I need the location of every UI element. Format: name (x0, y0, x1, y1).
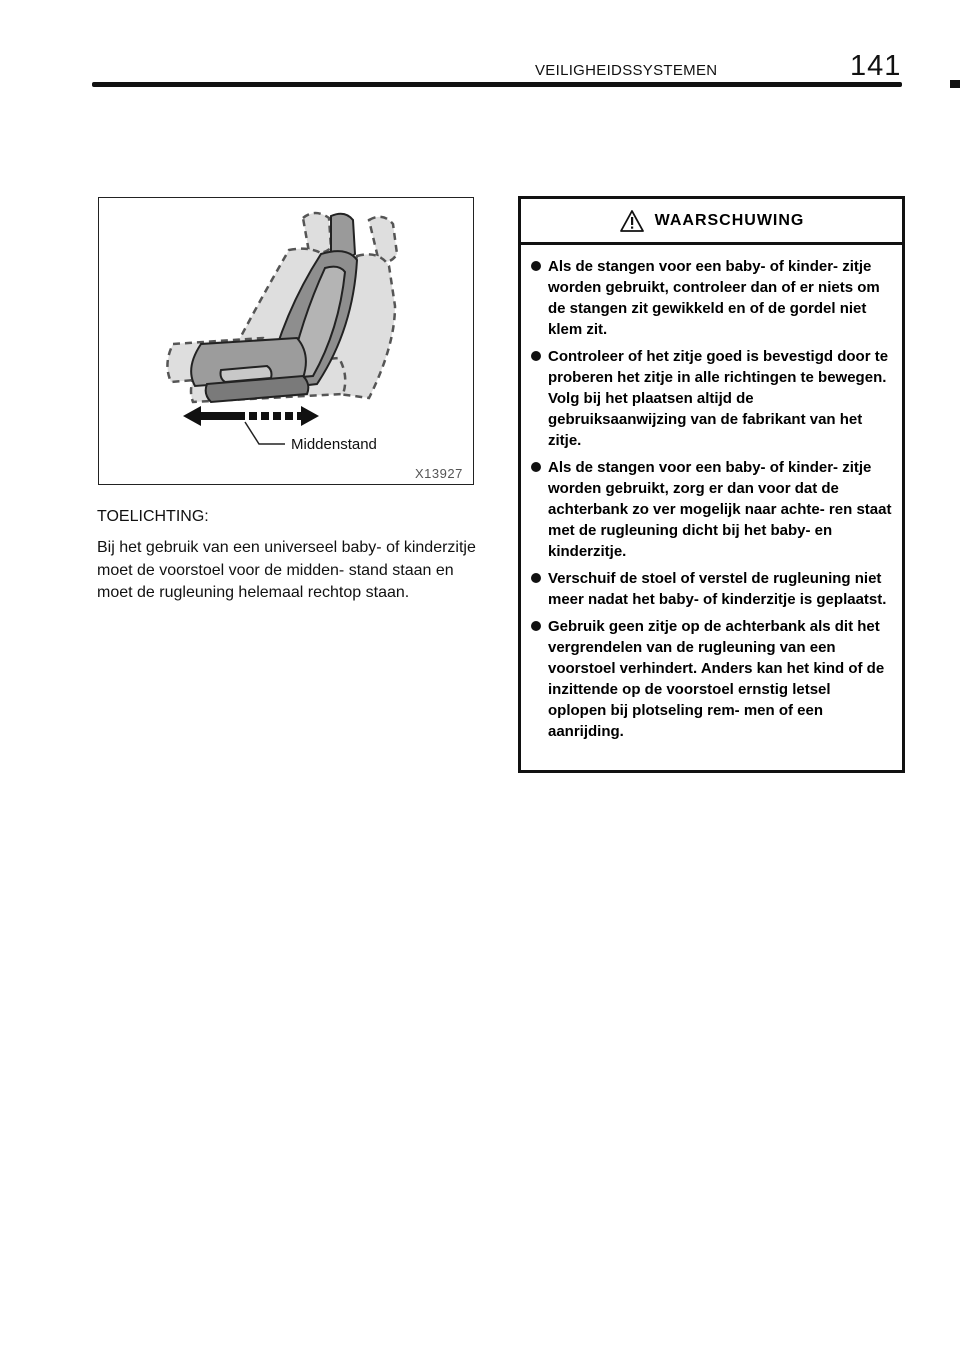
warning-item (531, 256, 892, 340)
page-number: 141 (850, 50, 902, 82)
arrow-head-right (301, 406, 319, 426)
ghost-headrest-front (303, 213, 331, 253)
bullet-icon (531, 351, 541, 361)
header-rule (92, 82, 902, 87)
seat-illustration (98, 197, 474, 485)
seat-control-panel (221, 366, 272, 382)
warning-box (518, 196, 905, 773)
warning-item-text: Als de stangen voor een baby‐ of kinder- zitje worden gebruikt, zorg er dan voor dat de achterbank zo ver mogelijk naar achte- ren staat met de rugleuning dicht bij het baby‐ en kinderzitje. (548, 459, 892, 560)
bullet-icon (531, 261, 541, 271)
figure-label: Middenstand (291, 436, 377, 453)
bullet-icon (531, 462, 541, 472)
warning-item-text: Controleer of het zitje goed is bevestigd door te proberen het zitje in alle richtingen te bewegen. Volg bij het plaatsen altijd de gebruiksaanwijzing van de fabrikant van het zitje. (548, 348, 889, 449)
slide-arrow (183, 406, 319, 426)
arrow-head-left (183, 406, 201, 426)
explanation-heading: TOELICHTING: (97, 508, 209, 525)
explanation-body: Bij het gebruik van een universeel baby‐ of kinderzitje moet de voorstoel voor de midden- stand staan en moet de rugleuning helemaal rechtop staan. (97, 539, 476, 601)
warning-item (531, 616, 892, 742)
warning-list (521, 245, 902, 742)
section-title: VEILIGHEIDSSYSTEMEN (535, 62, 718, 79)
arrow-shaft-solid (199, 412, 245, 420)
warning-item-text: Verschuif de stoel of verstel de rugleuning niet meer nadat het baby‐ of kinderzitje is geplaatst. (548, 570, 887, 608)
warning-item (531, 568, 892, 610)
warning-item (531, 346, 892, 451)
bullet-icon (531, 573, 541, 583)
warning-item-text: Als de stangen voor een baby‐ of kinder- zitje worden gebruikt, controleer dan of er niets om de stangen zit gewikkeld en of de gordel niet klem zit. (548, 258, 880, 338)
warning-header (521, 199, 902, 245)
seat-drawing (99, 198, 473, 484)
warning-item-text: Gebruik geen zitje op de achterbank als dit het vergrendelen van de rugleuning van een voorstoel verhindert. Anders kan het kind of de inzittende op de voorstoel ernstig letsel oplopen bij plotseling rem- men of een aanrijding. (548, 618, 885, 740)
warning-title: WAARSCHUWING (654, 211, 805, 229)
label-leader-line (245, 422, 285, 444)
bullet-icon (531, 621, 541, 631)
header-edge-mark (950, 80, 960, 88)
figure-code: X13927 (415, 466, 463, 481)
warning-item (531, 457, 892, 562)
warning-triangle-icon (619, 209, 645, 233)
